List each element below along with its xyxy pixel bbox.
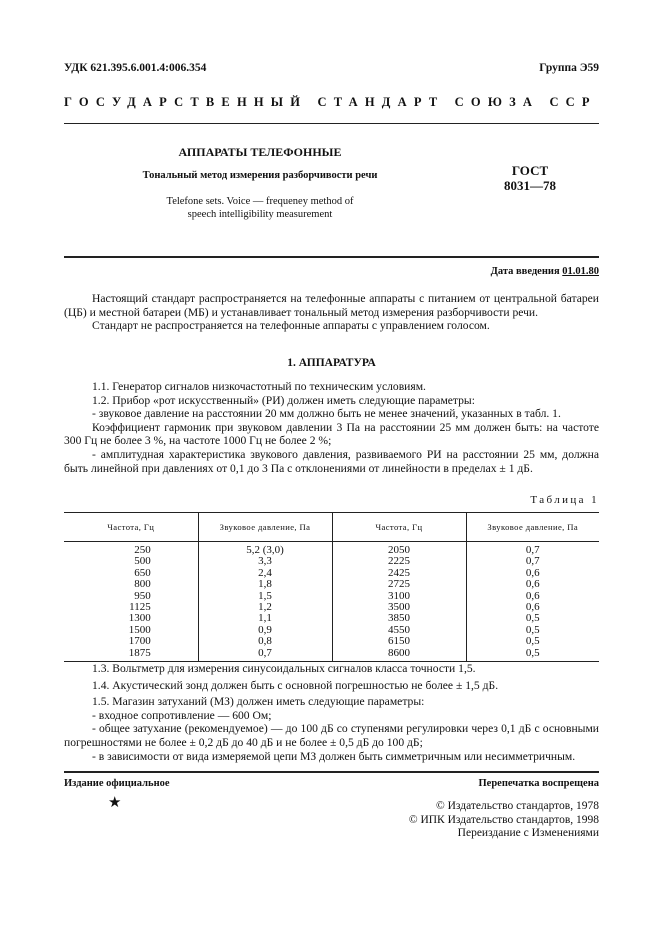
table-row [64,542,599,557]
gost-number: 8031—78 [504,178,556,193]
table-cell: 3,3 [198,556,332,567]
table-cell: 0,6 [466,579,599,590]
table-header-pressure-2: Звуковое давление, Па [466,513,599,542]
clause-1-2-item-2: - амплитудная характеристика звукового давления, развиваемого РИ на расстоянии 25 мм, должна быть линейной при давлениях от 0,1 до 3 Па с отклонениями от линейности в пределах ± 1 дБ. [64,447,599,475]
table-cell: 500 [134,555,151,568]
standard-banner: ГОСУДАРСТВЕННЫЙ СТАНДАРТ СОЮЗА ССР [64,95,597,109]
intro-paragraph-2: Стандарт не распространяется на телефонные аппараты с управлением голосом. [92,319,490,333]
header-rule [64,123,599,124]
table-cell: 2725 [332,579,466,590]
section-1-heading: 1. АППАРАТУРА [287,357,376,369]
table-caption: Таблица 1 [530,494,599,506]
table-cell: 0,7 [466,542,599,557]
table-cell: 800 [134,578,151,591]
page-title: АППАРАТЫ ТЕЛЕФОННЫЕ [178,145,342,159]
reprint-notice: Перепечатка воспрещена [478,778,599,789]
table-cell: 3850 [332,613,466,624]
table-cell: 650 [134,566,151,579]
clause-1-1: 1.1. Генератор сигналов низкочастотный по техническим условиям. [92,380,426,393]
clause-1-5-item-3: - в зависимости от вида измеряемой цепи МЗ должен быть симметричным или несимметричным. [92,749,576,763]
table-cell: 0,9 [198,625,332,636]
table-cell: 1125 [129,601,151,614]
table-cell: 0,5 [466,625,599,636]
table-row [64,579,599,590]
table-row [64,636,599,647]
udk-code: УДК 621.395.6.001.4:006.354 [64,62,207,74]
table-cell: 4550 [332,625,466,636]
intro-date-label: Дата введения [490,266,560,277]
section-1-continued [64,662,599,763]
table-cell: 0,7 [198,648,332,662]
gost-designation [480,163,580,193]
table-cell: 1,1 [198,613,332,624]
clause-1-2: 1.2. Прибор «рот искусственный» (РИ) должен иметь следующие параметры: [92,393,475,407]
clause-1-5-item-2: - общее затухание (рекомендуемое) — до 100 дБ со ступенями регулировки через 0,1 дБ с основными погрешностями не более ± 0,2 дБ до 40 дБ и не более ± 0,5 дБ до 100 дБ; [64,722,599,749]
intro-date [491,266,599,277]
english-title [100,195,420,221]
table-cell: 1,8 [198,579,332,590]
table-cell: 0,6 [466,591,599,602]
clause-1-5-item-1: - входное сопротивление — 600 Ом; [92,708,272,722]
english-title-line-2: speech intelligibility measurement [187,209,333,220]
data-table [64,512,599,662]
table-cell: 1,2 [198,602,332,613]
intro-text [64,292,599,333]
table-header-frequency-1: Частота, Гц [64,513,198,542]
table-header-pressure-1: Звуковое давление, Па [198,513,332,542]
table-header-row [64,513,599,542]
clause-1-2-item-1: - звуковое давление на расстоянии 20 мм должно быть не менее значений, указанных в табл. 1. [92,407,561,421]
table-row [64,648,599,662]
table-cell: 1,5 [198,591,332,602]
title-rule [64,256,599,258]
table-cell: 250 [134,544,151,556]
section-1-text [64,380,599,475]
table-cell: 0,7 [466,556,599,567]
table-cell: 6150 [332,636,466,647]
intro-date-value: 01.01.80 [562,266,599,277]
table-cell: 2425 [332,568,466,579]
table-cell: 2050 [332,542,466,557]
table-header-frequency-2: Частота, Гц [332,513,466,542]
table-cell: 0,6 [466,568,599,579]
footer-rule [64,771,599,773]
copyright-1978: © Издательство стандартов, 1978 [435,800,599,812]
copyright-block [409,800,599,841]
reissue-note: Переиздание с Изменениями [457,827,599,839]
table-cell: 1875 [128,646,151,659]
table-cell: 2,4 [198,568,332,579]
star-icon: ★ [108,795,122,811]
table-cell: 0,5 [466,613,599,624]
table-cell: 8600 [332,648,466,662]
table-cell: 1500 [128,623,151,636]
clause-1-4: 1.4. Акустический зонд должен быть с основной погрешностью не более ± 1,5 дБ. [92,678,499,692]
table-cell: 950 [134,589,151,602]
table-cell: 0,8 [198,636,332,647]
table-cell: 3100 [332,591,466,602]
clause-1-5: 1.5. Магазин затуханий (МЗ) должен иметь следующие параметры: [92,695,425,709]
table-cell: 5,2 (3,0) [198,542,332,557]
gost-label: ГОСТ [511,163,549,178]
intro-paragraph-1: Настоящий стандарт распространяется на телефонные аппараты с питанием от центральной батареи (ЦБ) и местной батареи (МБ) и устанавливает тональный метод измерения разборчивости речи. [64,292,599,319]
copyright-1998: © ИПК Издательство стандартов, 1998 [408,813,599,826]
table-cell: 0,5 [466,648,599,662]
page-subtitle: Тональный метод измерения разборчивости речи [142,170,378,181]
english-title-line-1: Telefone sets. Voice — frequeney method of [166,196,354,207]
table-cell: 1300 [128,612,151,625]
table-cell: 0,5 [466,636,599,647]
official-edition: Издание официальное [64,778,170,789]
table-cell: 2225 [332,556,466,567]
clause-1-2-harmonics: Коэффициент гармоник при звуковом давлении 3 Па на расстоянии 25 мм должен быть: на частоте 300 Гц не более 3 %, на частоте 1000 Гц не более 2 %; [64,420,599,448]
table-cell: 3500 [332,602,466,613]
group-code: Группа Э59 [539,62,599,74]
table-cell: 1700 [128,635,151,648]
table-cell: 0,6 [466,602,599,613]
clause-1-3: 1.3. Вольтметр для измерения синусоидальных сигналов класса точности 1,5. [92,662,476,675]
